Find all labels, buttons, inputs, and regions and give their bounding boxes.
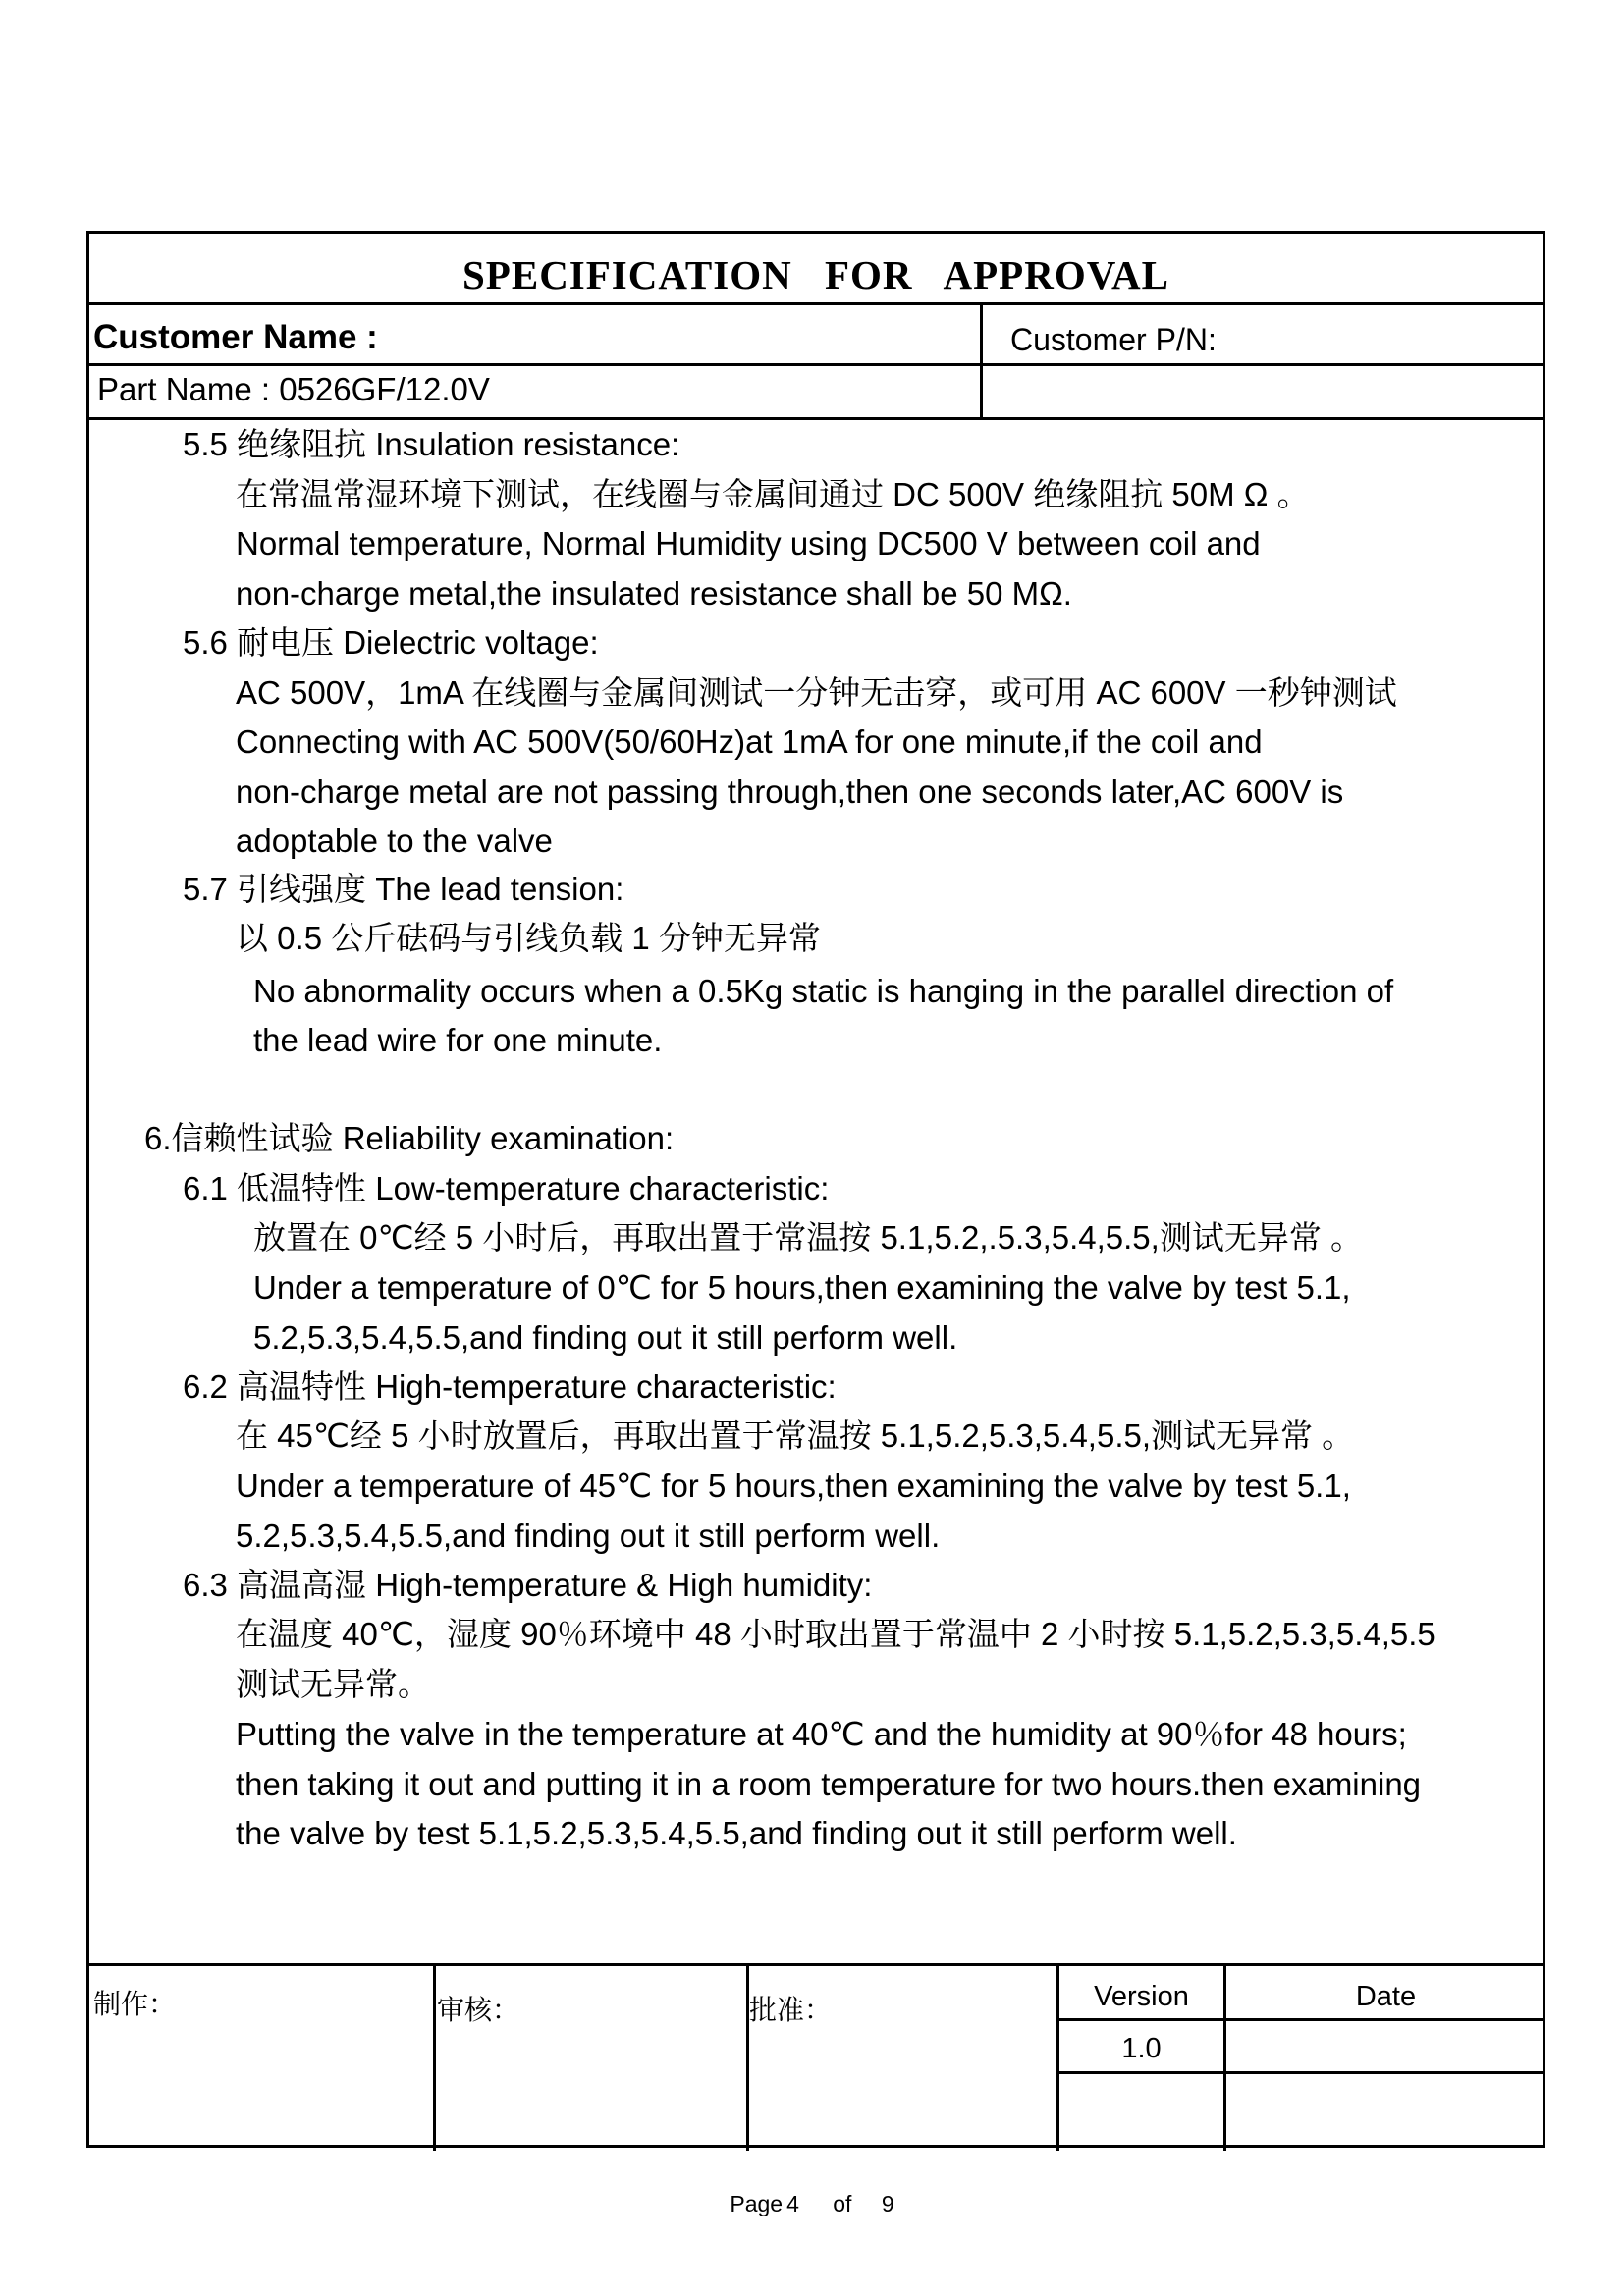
section-6-3-chinese-line1: 在温度 40℃，湿度 90％环境中 48 小时取出置于常温中 2 小时按 5.1,5.2,5.3,5.4,5.5: [236, 1616, 1435, 1652]
customer-pn-label: Customer P/N:: [1010, 322, 1217, 357]
section-5-7-chinese: 以 0.5 公斤砝码与引线负载 1 分钟无异常: [236, 920, 821, 956]
section-5-7-english-line1: No abnormality occurs when a 0.5Kg static is hanging in the parallel direction of: [253, 973, 1394, 1009]
approved-by-label: 批准：: [749, 1995, 833, 2025]
page-footer: [0, 2191, 1624, 2217]
made-by-label: 制作：: [93, 1989, 177, 2019]
section-6-3-english-line2: then taking it out and putting it in a room temperature for two hours.then examining: [236, 1766, 1422, 1802]
total-pages: 9: [881, 2191, 894, 2216]
page-label: Page: [730, 2191, 784, 2216]
section-6-heading: 6.信赖性试验 Reliability examination:: [144, 1120, 675, 1156]
divider: [89, 302, 1543, 305]
section-6-2-english-line1: Under a temperature of 45℃ for 5 hours,then examining the valve by test 5.1,: [236, 1468, 1351, 1504]
divider: [89, 363, 1543, 366]
section-5-6-heading: 5.6 耐电压 Dielectric voltage:: [183, 624, 599, 661]
section-6-2-chinese: 在 45℃经 5 小时放置后，再取出置于常温按 5.1,5.2,5.3,5.4,5.5,测试无异常 。: [236, 1417, 1355, 1454]
document-title: SPECIFICATION FOR APPROVAL: [462, 252, 1169, 297]
section-5-5-chinese: 在常温常湿环境下测试，在线圈与金属间通过 DC 500V 绝缘阻抗 50M Ω 。: [236, 476, 1310, 512]
version-value: 1.0: [1121, 2033, 1162, 2064]
section-5-6-english-line2: non-charge metal are not passing through,then one seconds later,AC 600V is: [236, 774, 1344, 810]
section-6-1-english-line1: Under a temperature of 0℃ for 5 hours,then examining the valve by test 5.1,: [253, 1269, 1351, 1306]
section-5-7-english-line2: the lead wire for one minute.: [253, 1022, 663, 1058]
section-6-3-english-line1: Putting the valve in the temperature at 40℃ and the humidity at 90％for 48 hours;: [236, 1716, 1407, 1752]
divider: [89, 1963, 1543, 1966]
version-label: Version: [1094, 1981, 1189, 2012]
divider: [1056, 2018, 1543, 2021]
section-6-2-english-line2: 5.2,5.3,5.4,5.5,and finding out it still perform well.: [236, 1518, 941, 1554]
section-6-3-heading: 6.3 高温高湿 High-temperature & High humidity:: [183, 1567, 873, 1603]
section-5-5-english-line2: non-charge metal,the insulated resistance shall be 50 MΩ.: [236, 575, 1072, 612]
section-5-5-heading: 5.5 绝缘阻抗 Insulation resistance:: [183, 426, 680, 462]
customer-name-label: Customer Name :: [93, 318, 378, 356]
section-5-6-english-line1: Connecting with AC 500V(50/60Hz)at 1mA for one minute,if the coil and: [236, 723, 1263, 760]
section-6-3-chinese-line2: 测试无异常。: [236, 1666, 430, 1702]
section-6-3-english-line3: the valve by test 5.1,5.2,5.3,5.4,5.5,and finding out it still perform well.: [236, 1815, 1237, 1851]
section-6-1-chinese: 放置在 0℃经 5 小时后，再取出置于常温按 5.1,5.2,.5.3,5.4,5.5,测试无异常 。: [253, 1219, 1363, 1255]
divider: [1056, 2071, 1543, 2074]
section-5-6-english-line3: adoptable to the valve: [236, 823, 553, 859]
divider: [89, 417, 1543, 420]
section-5-7-heading: 5.7 引线强度 The lead tension:: [183, 871, 624, 907]
reviewed-by-label: 审核：: [437, 1995, 520, 2025]
section-5-5-english-line1: Normal temperature, Normal Humidity using DC500 V between coil and: [236, 525, 1261, 561]
part-name: Part Name : 0526GF/12.0V: [97, 371, 490, 407]
of-label: of: [833, 2191, 852, 2216]
section-6-1-heading: 6.1 低温特性 Low-temperature characteristic:: [183, 1170, 830, 1206]
section-6-1-english-line2: 5.2,5.3,5.4,5.5,and finding out it still perform well.: [253, 1319, 958, 1356]
section-5-6-chinese: AC 500V，1mA 在线圈与金属间测试一分钟无击穿，或可用 AC 600V 一秒钟测试: [236, 674, 1397, 711]
spec-sheet-frame: [86, 231, 1545, 2148]
divider: [433, 1963, 436, 2151]
divider: [980, 302, 983, 420]
page-number: 4: [786, 2191, 799, 2216]
date-label: Date: [1355, 1981, 1417, 2012]
section-6-2-heading: 6.2 高温特性 High-temperature characteristic:: [183, 1368, 837, 1405]
